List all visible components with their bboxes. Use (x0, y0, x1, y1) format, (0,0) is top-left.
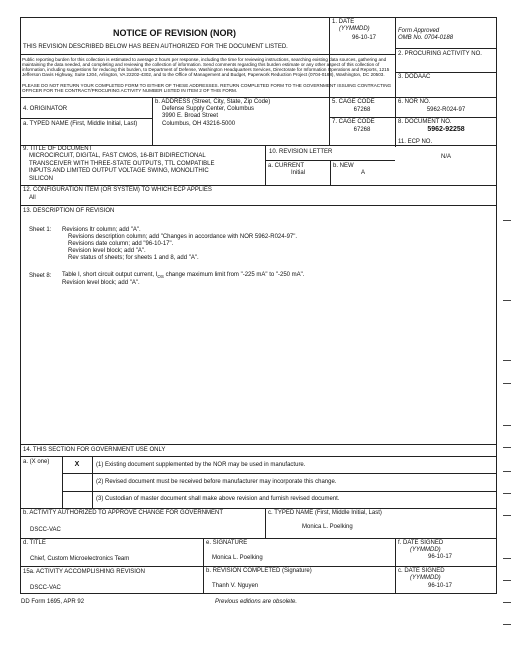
sheet-1-line-2: Revisions description column; add "Changes in accordance with NOR 5962-R024-97". (68, 234, 298, 240)
field-2-label: 2. PROCURING ACTIVITY NO. (398, 51, 482, 57)
field-7-value: 67268 (353, 127, 371, 133)
sheet-8-line-2: Revision level block; add "A". (62, 280, 140, 286)
sheet-1-line-3: Revisions date column; add "96-10-17". (68, 241, 174, 247)
sheet-1-line-1: Revisions ltr column; add "A". (62, 227, 141, 233)
field-15b-label: b. REVISION COMPLETED (Signature) (206, 568, 312, 574)
option-1-text: (1) Existing document supplemented by the NOR may be used in manufacture. (96, 462, 306, 468)
field-14f-label: f. DATE SIGNED (398, 540, 444, 546)
field-7-label: 7. CAGE CODE (332, 119, 375, 125)
field-10a-value: Initial (290, 170, 305, 176)
margin-mark (503, 493, 511, 494)
omb-number: OMB No. 0704-0188 (398, 35, 454, 41)
margin-mark (503, 471, 511, 472)
margin-mark (503, 360, 511, 361)
field-9-value: MICROCIRCUIT, DIGITAL, FAST CMOS, 16-BIT BIDIRECTIONAL TRANSCEIVER WITH THREE-STATE OUTPUTS, TTL COMPATIBLE INPUTS AND LIMITED OUTPUT VOLTAGE SWING, MONOLITHIC SILICON (29, 153, 215, 182)
margin-mark (503, 383, 511, 384)
field-6-value: 5962-R024-97 (426, 107, 466, 113)
field-8-label: 8. DOCUMENT NO. (398, 119, 452, 125)
field-3-label: 3. DODAAC (398, 74, 431, 80)
field-14d-value: Chief, Custom Microelectronics Team (30, 556, 130, 562)
field-1-date: 96-10-17 (352, 35, 377, 41)
form-number: DD Form 1695, APR 92 (21, 599, 85, 605)
sheet-8-text-b: change maximum limit from "-225 mA" to "-250 mA". (163, 272, 305, 278)
option-1-check-mark[interactable]: X (74, 461, 80, 468)
field-14f-format: (YYMMDD) (410, 547, 441, 553)
sheet-8-text-a: Table I, short circuit output current, I (62, 272, 158, 278)
field-13-label: 13. DESCRIPTION OF REVISION (23, 208, 115, 214)
address-line-2: 3990 E. Broad Street (162, 113, 219, 119)
address-line-1: Defense Supply Center, Columbus (162, 106, 255, 112)
field-14e-signature: Monica L. Poelking (212, 555, 263, 561)
field-15c-label: c. DATE SIGNED (398, 568, 445, 574)
margin-mark (503, 515, 511, 516)
field-11-value: N/A (440, 154, 451, 160)
margin-mark (503, 602, 511, 603)
option-2-checkbox[interactable] (63, 474, 91, 490)
field-14b-value: DSCC-VAC (30, 527, 61, 533)
sheet-8-line-1 (62, 272, 304, 280)
field-8-value: 5962-92258 (427, 126, 465, 133)
sheet-1-line-4: Revision level block; add "A". (68, 248, 146, 254)
margin-mark (503, 624, 511, 625)
field-14f-value: 96-10-17 (428, 554, 453, 560)
field-14a-label: a. (X one) (23, 459, 50, 465)
field-11-label: 11. ECP NO. (398, 139, 433, 145)
field-12-label: 12. CONFIGURATION ITEM (OR SYSTEM) TO WHICH ECP APPLIES (23, 187, 212, 193)
margin-mark (503, 447, 511, 448)
margin-mark (503, 580, 511, 581)
field-4b-label: b. ADDRESS (Street, City, State, Zip Code) (155, 99, 271, 105)
sheet-1-line-5: Rev status of sheets; for sheets 1 and 8, add "A". (68, 255, 199, 261)
field-14-label: 14. THIS SECTION FOR GOVERNMENT USE ONLY (23, 447, 166, 453)
field-15a-label: 15a. ACTIVITY ACCOMPLISHING REVISION (23, 569, 145, 575)
field-15b-signature: Thanh V. Nguyen (212, 583, 259, 589)
option-3-checkbox[interactable] (63, 492, 91, 507)
authorized-statement: THIS REVISION DESCRIBED BELOW HAS BEEN AUTHORIZED FOR THE DOCUMENT LISTED. (23, 44, 288, 50)
field-1-label: 1. DATE (332, 19, 355, 25)
burden-statement: Public reporting burden for this collection is estimated to average 2 hours per response, including the time for reviewing instructions, searching existing data sources, gathering and maintaining the data needed, and completing and reviewing the collection of information. Send comments regarding this burden estimate or any other aspect of this collection of information, including suggestions for reducing this burden, to Department of Defense, Washington Headquarters Services, Directorate for Information Operations and Reports, 1215 Jefferson Davis Highway, Suite 1204, Arlington, VA 22202-4302, and to the Office of Management and Budget, Paperwork Reduction Project (0704-0188), Washington, DC 20503. (22, 57, 390, 77)
obsolete-notice: Previous editions are obsolete. (215, 599, 298, 605)
field-10-label: 10. REVISION LETTER (269, 149, 333, 155)
field-9-label: 9. TITLE OF DOCUMENT (23, 146, 93, 152)
margin-mark (503, 220, 511, 221)
field-14b-label: b. ACTIVITY AUTHORIZED TO APPROVE CHANGE FOR GOVERNMENT (23, 510, 224, 516)
please-notice: PLEASE DO NOT RETURN YOUR COMPLETED FORM TO EITHER OF THESE ADDRESSES. RETURN COMPLETED FORM TO THE GOVERNMENT ISSUING CONTRACTING OFFICER FOR THE CONTRACT/PROCURING ACTIVITY NUMBER LISTED IN ITEM 2 OF THIS FORM. (22, 83, 392, 93)
sheet-8-label: Sheet 8: (29, 273, 52, 279)
field-15c-value: 96-10-17 (428, 583, 453, 589)
option-2-text: (2) Revised document must be received before manufacturer may incorporate this change. (96, 479, 337, 485)
field-5-label: 5. CAGE CODE (332, 99, 375, 105)
margin-mark (503, 425, 511, 426)
field-15c-format: (YYMMDD) (410, 575, 441, 581)
option-3-text: (3) Custodian of master document shall make above revision and furnish revised document. (96, 496, 340, 502)
field-14e-label: e. SIGNATURE (206, 540, 248, 546)
sheet-8-subscript: OS (157, 274, 164, 280)
field-1-format: (YYMMDD) (339, 26, 370, 32)
field-10a-label: a. CURRENT (268, 163, 305, 169)
field-4-label: 4. ORIGINATOR (23, 106, 68, 112)
field-5-value: 67268 (353, 107, 371, 113)
margin-mark (503, 558, 511, 559)
address-line-3: Columbus, OH 43216-5000 (162, 121, 236, 127)
field-10b-label: b. NEW (333, 163, 354, 169)
field-14d-label: d. TITLE (23, 540, 46, 546)
form-title: NOTICE OF REVISION (NOR) (112, 28, 236, 38)
field-4a-label: a. TYPED NAME (First, Middle Initial, Last) (23, 121, 138, 127)
field-14c-value: Monica L. Poelking (302, 524, 353, 530)
sheet-1-label: Sheet 1: (29, 227, 52, 233)
field-14c-label: c. TYPED NAME (First, Middle Initial, Last) (268, 510, 382, 516)
field-10b-value: A (360, 170, 365, 176)
field-6-label: 6. NOR NO. (398, 99, 431, 105)
field-12-value: All (29, 195, 36, 201)
field-15a-value: DSCC-VAC (30, 585, 61, 591)
margin-mark (503, 300, 511, 301)
form-approved: Form Approved (398, 28, 440, 34)
